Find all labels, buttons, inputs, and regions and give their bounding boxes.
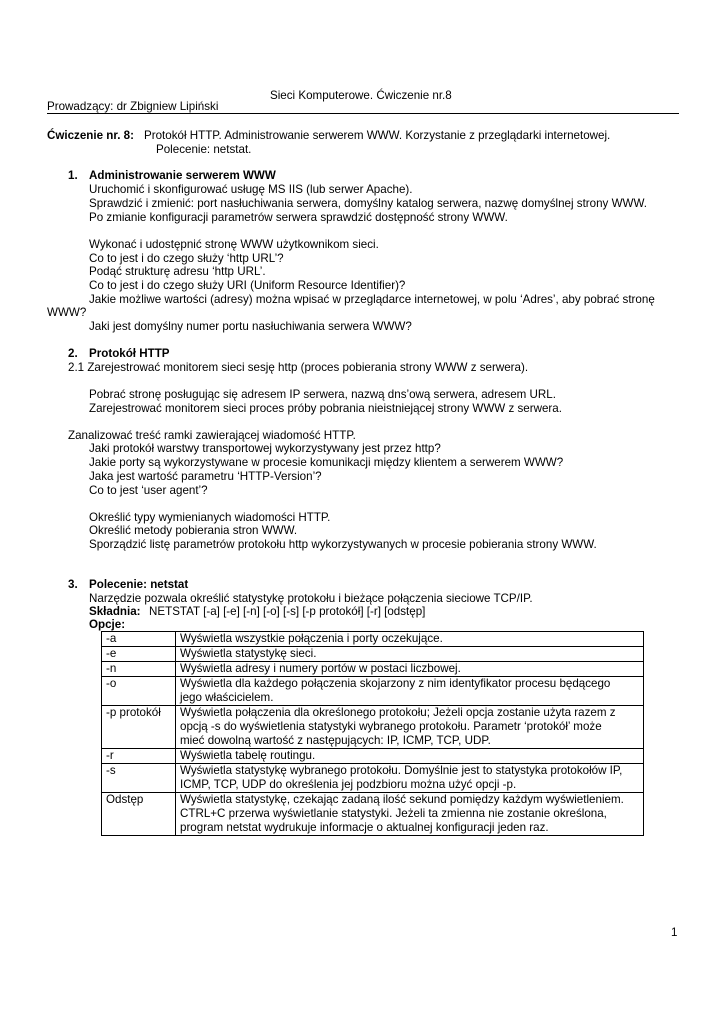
section-2-heading: Protokół HTTP: [89, 347, 170, 360]
option-desc-line: Wyświetla dla każdego połączenia skojarzony z nim identyfikator procesu będącego: [180, 677, 611, 690]
option-desc: [176, 764, 644, 793]
table-row: [102, 647, 644, 662]
section-2-line: Co to jest ‘user agent’?: [89, 484, 208, 497]
option-desc: [176, 632, 644, 647]
table-row: [102, 677, 644, 706]
options-label: Opcje:: [89, 618, 126, 631]
section-2-line: Jakie porty są wykorzystywane w procesie komunikacji między klientem a serwerem WWW?: [89, 456, 564, 469]
exercise-title: Protokół HTTP. Administrowanie serwerem WWW. Korzystanie z przeglądarki internetowej.: [144, 129, 611, 142]
option-desc-line: Wyświetla połączenia dla określonego protokołu; Jeżeli opcja zostanie użyta razem z: [180, 706, 616, 719]
option-desc-line: jego właścicielem.: [180, 691, 274, 704]
section-2-line: Określić metody pobierania stron WWW.: [89, 524, 298, 537]
exercise-subtitle: Polecenie: netstat.: [156, 143, 252, 156]
section-3-number: 3.: [68, 578, 78, 591]
header-rule: [47, 113, 679, 114]
option-key: -n: [102, 662, 176, 677]
options-table: [101, 631, 644, 836]
section-1-line: WWW?: [47, 306, 87, 319]
option-key: -r: [102, 749, 176, 764]
option-desc-line: Wyświetla statystykę, czekając zadaną ilość sekund pomiędzy każdym wyświetleniem.: [180, 793, 624, 806]
section-1-number: 1.: [68, 169, 78, 182]
table-row: [102, 764, 644, 793]
section-1-line: Sprawdzić i zmienić: port nasłuchiwania serwera, domyślny katalog serwera, nazwę domyślnej strony WWW.: [89, 197, 647, 210]
section-1-line: Jakie możliwe wartości (adresy) można wpisać w przeglądarce internetowej, w polu ‘Adres’, aby pobrać stronę: [89, 293, 655, 306]
table-row: [102, 749, 644, 764]
syntax-text: NETSTAT [-a] [-e] [-n] [-o] [-s] [-p protokół] [-r] [odstęp]: [149, 605, 426, 618]
option-desc: [176, 706, 644, 749]
section-1-line: Wykonać i udostępnić stronę WWW użytkownikom sieci.: [89, 238, 379, 251]
section-2-line: Zarejestrować monitorem sieci proces próby pobrania nieistniejącej strony WWW z serwera.: [89, 402, 562, 415]
option-key: -e: [102, 647, 176, 662]
syntax-label: Składnia:: [89, 605, 141, 618]
option-desc: [176, 749, 644, 764]
option-desc: [176, 793, 644, 836]
section-2-line: 2.1 Zarejestrować monitorem sieci sesję http (proces pobierania strony WWW z serwera).: [68, 361, 529, 374]
option-desc: [176, 677, 644, 706]
option-key: -p protokół: [102, 706, 176, 749]
option-desc-line: opcją -s do wyświetlenia statystyki wybranego protokołu. Parametr ‘protokół’ może: [180, 720, 602, 733]
table-row: [102, 706, 644, 749]
section-1-line: Co to jest i do czego służy URI (Uniform Resource Identifier)?: [89, 279, 406, 292]
section-1-line: Co to jest i do czego służy ‘http URL’?: [89, 252, 284, 265]
table-row: [102, 632, 644, 647]
section-3-line: Narzędzie pozwala określić statystykę protokołu i bieżące połączenia sieciowe TCP/IP.: [89, 592, 533, 605]
section-2-line: Jaki protokół warstwy transportowej wykorzystywany jest przez http?: [89, 442, 441, 455]
section-3-heading: Polecenie: netstat: [89, 578, 189, 591]
exercise-label: Ćwiczenie nr. 8:: [47, 129, 134, 142]
section-2-line: Pobrać stronę posługując się adresem IP serwera, nazwą dns’ową serwera, adresem URL.: [89, 388, 556, 401]
option-desc-line: Wyświetla statystykę sieci.: [180, 647, 317, 660]
section-1-line: Po zmianie konfiguracji parametrów serwera sprawdzić dostępność strony WWW.: [89, 211, 508, 224]
option-desc-line: CTRL+C przerwa wyświetlanie statystyki. Jeżeli ta zmienna nie zostanie określona,: [180, 807, 607, 820]
page-number: 1: [671, 926, 678, 939]
option-desc-line: Wyświetla statystykę wybranego protokołu. Domyślnie jest to statystyka protokołów IP,: [180, 764, 623, 777]
section-1-line: Jaki jest domyślny numer portu nasłuchiwania serwera WWW?: [89, 320, 412, 333]
option-desc-line: mieć dowolną wartość z następujących: IP, ICMP, TCP, UDP.: [180, 734, 491, 747]
section-1-line: Uruchomić i skonfigurować usługę MS IIS (lub serwer Apache).: [89, 183, 413, 196]
option-desc-line: program netstat wydrukuje informacje o aktualnej konfiguracji jeden raz.: [180, 821, 549, 834]
section-2-line: Zanalizować treść ramki zawierającej wiadomość HTTP.: [68, 429, 356, 442]
table-row: [102, 662, 644, 677]
section-2-number: 2.: [68, 347, 78, 360]
section-2-line: Jaka jest wartość parametru ‘HTTP-Version’?: [89, 470, 322, 483]
instructor-line: Prowadzący: dr Zbigniew Lipiński: [47, 100, 219, 113]
option-desc-line: Wyświetla wszystkie połączenia i porty oczekujące.: [180, 632, 443, 645]
document-title: Sieci Komputerowe. Ćwiczenie nr.8: [270, 89, 452, 102]
option-key: -s: [102, 764, 176, 793]
section-1-heading: Administrowanie serwerem WWW: [89, 169, 276, 182]
table-row: [102, 793, 644, 836]
option-desc-line: ICMP, TCP, UDP do określenia jej podzbioru można użyć opcji -p.: [180, 778, 517, 791]
section-2-line: Określić typy wymienianych wiadomości HTTP.: [89, 511, 331, 524]
option-desc: [176, 647, 644, 662]
section-1-line: Podąć strukturę adresu ‘http URL’.: [89, 265, 266, 278]
section-2-line: Sporządzić listę parametrów protokołu http wykorzystywanych w procesie pobierania strony WWW.: [89, 538, 597, 551]
option-key: -o: [102, 677, 176, 706]
option-desc-line: Wyświetla tabelę routingu.: [180, 749, 316, 762]
option-key: -a: [102, 632, 176, 647]
option-desc-line: Wyświetla adresy i numery portów w postaci liczbowej.: [180, 662, 461, 675]
option-key: Odstęp: [102, 793, 176, 836]
option-desc: [176, 662, 644, 677]
